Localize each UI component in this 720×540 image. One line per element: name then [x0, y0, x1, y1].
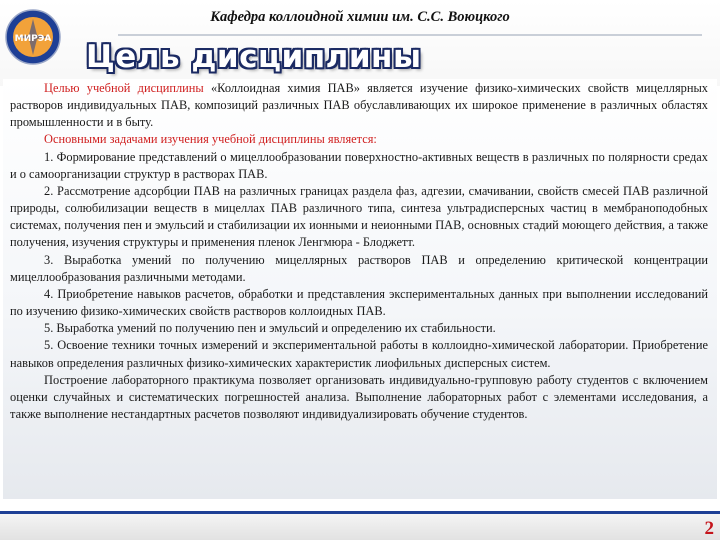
page-number: 2 — [704, 518, 714, 539]
task-item: 1. Формирование представлений о мицеллообразовании поверхностно-активных веществ в различных по полярности средах и о самоорганизации структур в растворах ПАВ. — [10, 149, 708, 181]
task-item: 5. Освоение техники точных измерений и экспериментальной работы в коллоидно-химической лаборатории. Приобретение навыков определения различных физико-химических характеристик лиофильных дисперсных систем. — [10, 338, 708, 370]
text-body — [10, 80, 708, 423]
task-item: 5. Выработка умений по получению пен и эмульсий и определению их стабильности. — [44, 321, 496, 336]
logo-text: МИРЭА — [14, 34, 52, 44]
tasks-heading: Основными задачами изучения учебной дисциплины является: — [44, 132, 377, 147]
header-divider — [118, 34, 702, 36]
intro-rest: «Коллоидная химия ПАВ» является изучение физико-химических свойств мицеллярных растворов индивидуальных ПАВ, композиций различных ПАВ обуславливающих их широкое применение в различных областях промышленности и в быту. — [10, 81, 708, 130]
intro-paragraph — [10, 80, 708, 131]
intro-lead: Целью учебной дисциплины — [44, 81, 204, 95]
slide-title: Цель дисциплины — [86, 39, 422, 75]
department-title: Кафедра коллоидной химии им. С.С. Воюцкого — [210, 9, 510, 25]
task-item: 2. Рассмотрение адсорбции ПАВ на различных границах раздела фаз, адгезии, смачивании, свойств смесей ПАВ различной природы, солюбилизации веществ в мицеллах ПАВ различного типа, синтеза ультрадисперсных частиц в мембраноподобных системах, получения пен и эмульсий и стабилизации их ионными и неионными ПАВ, основных стадий моющего действия, а также получения, изучения структуры и применения пленок Ленгмюра - Блоджетт. — [10, 183, 708, 250]
closing-paragraph: Построение лабораторного практикума позволяет организовать индивидуально-групповую работу студентов с включением оценки случайных и систематических погрешностей анализа. Выполнение лабораторных работ с элементами исследования, а также выполнение нестандартных расчетов позволяют индивидуализировать обучение студентов. — [10, 372, 708, 421]
task-item: 4. Приобретение навыков расчетов, обработки и представления экспериментальных данных при выполнении исследований по изучению физико-химических свойств растворов коллоидных ПАВ. — [10, 286, 708, 319]
task-item: 3. Выработка умений по получению мицеллярных растворов ПАВ и определению критической концентрации мицеллообразования различными методами. — [10, 252, 708, 284]
footer-bar — [0, 514, 720, 540]
